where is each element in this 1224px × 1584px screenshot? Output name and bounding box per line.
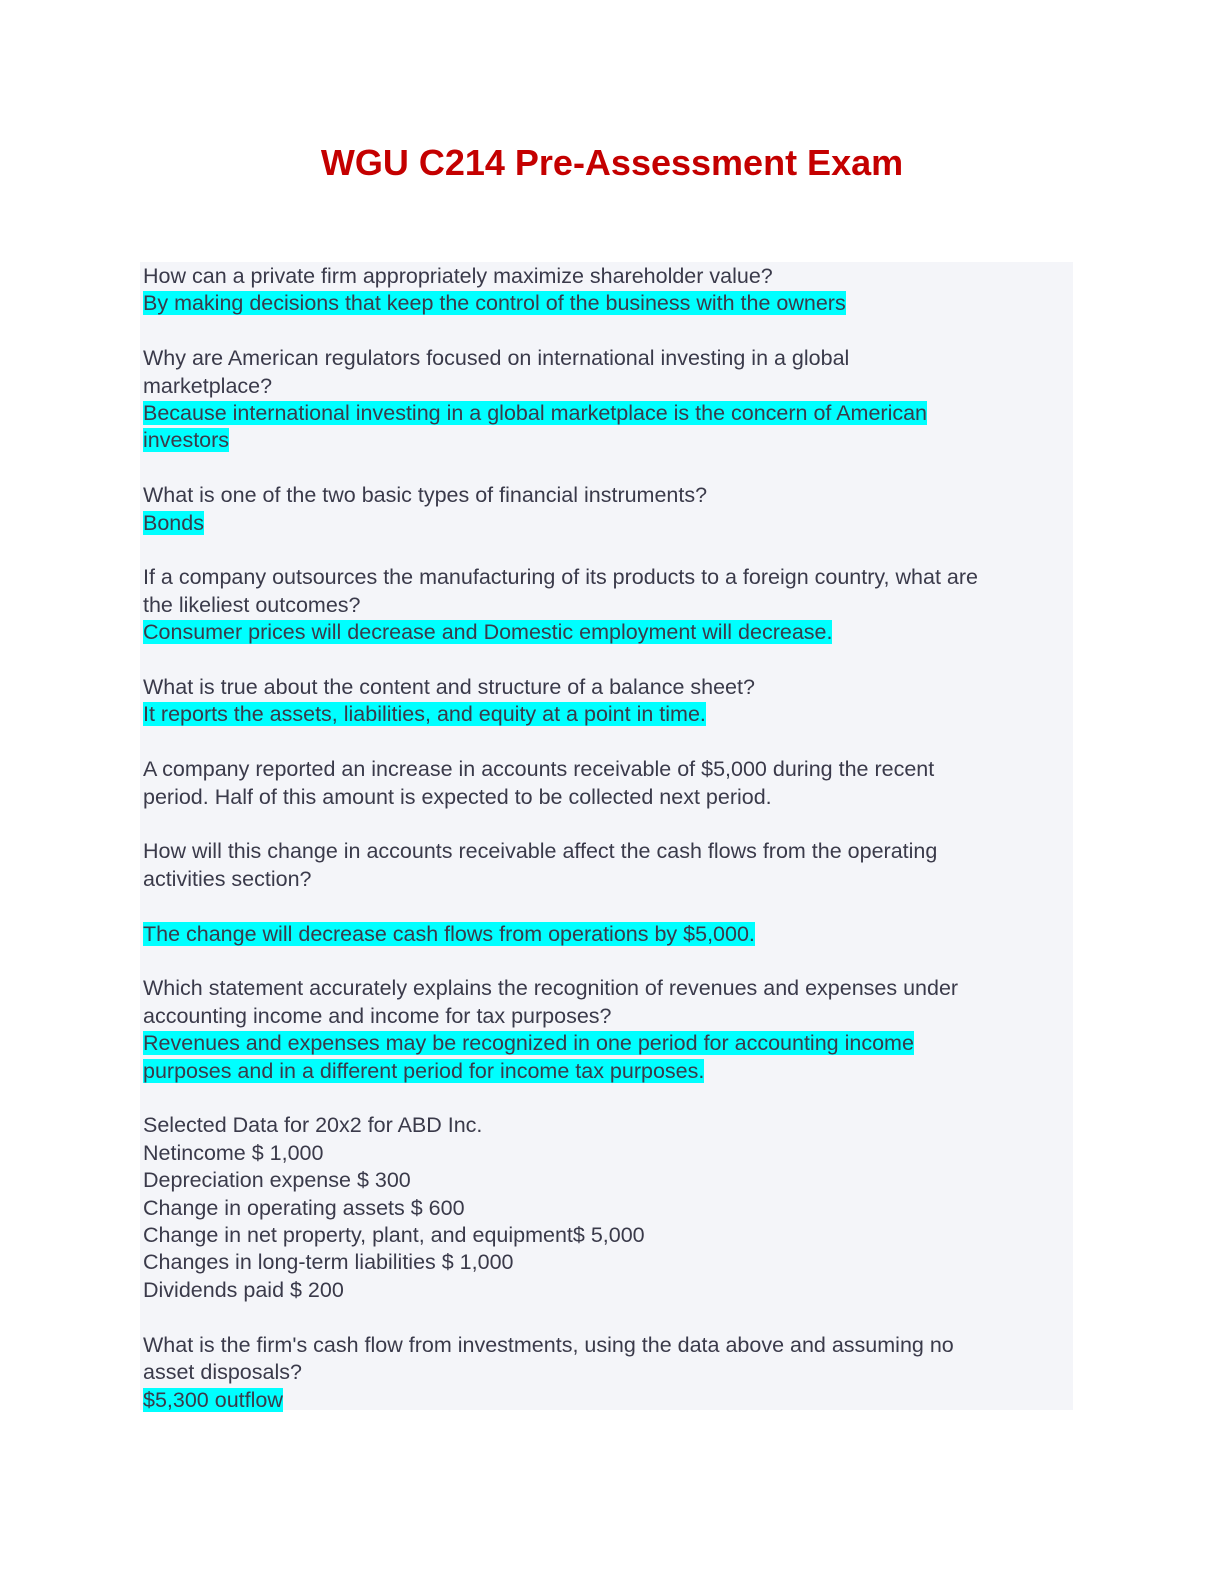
answer-line: By making decisions that keep the control of the business with the owners	[143, 291, 846, 316]
qa-item	[143, 1332, 1071, 1414]
data-line: Depreciation expense $ 300	[143, 1168, 411, 1193]
data-line: Selected Data for 20x2 for ABD Inc.	[143, 1113, 483, 1138]
qa-item	[143, 263, 1071, 318]
qa-item	[143, 482, 1071, 537]
data-line: Netincome $ 1,000	[143, 1140, 324, 1165]
answer-line: Bonds	[143, 510, 204, 535]
answer-line: Consumer prices will decrease and Domestic employment will decrease.	[143, 620, 833, 645]
qa-content	[143, 263, 1071, 1441]
question-line: How can a private firm appropriately maximize shareholder value?	[143, 264, 773, 288]
question-line: What is one of the two basic types of financial instruments?	[143, 483, 708, 508]
answer-block	[143, 921, 1071, 948]
scenario-line: A company reported an increase in accounts receivable of $5,000 during the recent	[143, 757, 935, 782]
question-line: Why are American regulators focused on international investing in a global	[143, 346, 850, 371]
data-line: Change in operating assets $ 600	[143, 1195, 465, 1220]
question-line: accounting income and income for tax purposes?	[143, 1003, 612, 1028]
question-line: What is true about the content and structure of a balance sheet?	[143, 675, 755, 700]
document-title: WGU C214 Pre-Assessment Exam	[320, 142, 904, 183]
answer-line: purposes and in a different period for income tax purposes.	[143, 1058, 705, 1083]
answer-line: Revenues and expenses may be recognized in one period for accounting income	[143, 1031, 914, 1056]
question-line: marketplace?	[143, 373, 273, 398]
selected-data-block	[143, 1112, 1071, 1304]
qa-item	[143, 564, 1071, 646]
answer-line: It reports the assets, liabilities, and equity at a point in time.	[143, 702, 706, 727]
data-line: Changes in long-term liabilities $ 1,000	[143, 1250, 514, 1275]
question-line: What is the firm's cash flow from investments, using the data above and assuming no	[143, 1332, 954, 1357]
data-line: Dividends paid $ 200	[143, 1277, 344, 1302]
answer-line: investors	[143, 428, 230, 453]
question-line: activities section?	[143, 866, 312, 891]
scenario-line: period. Half of this amount is expected to be collected next period.	[143, 784, 772, 809]
data-line: Change in net property, plant, and equipment$ 5,000	[143, 1223, 645, 1248]
question-line: Which statement accurately explains the recognition of revenues and expenses under	[143, 976, 959, 1001]
question-line: asset disposals?	[143, 1360, 302, 1385]
question-line: the likeliest outcomes?	[143, 592, 361, 617]
question-line: If a company outsources the manufacturing of its products to a foreign country, what are	[143, 565, 978, 590]
qa-item	[143, 975, 1071, 1085]
answer-line: Because international investing in a global marketplace is the concern of American	[143, 401, 928, 426]
answer-line: The change will decrease cash flows from operations by $5,000.	[143, 921, 755, 946]
qa-item	[143, 345, 1071, 455]
answer-line: $5,300 outflow	[143, 1387, 283, 1412]
qa-item	[143, 674, 1071, 729]
question-line: How will this change in accounts receivable affect the cash flows from the operating	[143, 839, 938, 864]
qa-item	[143, 838, 1071, 893]
scenario-text	[143, 756, 1071, 811]
